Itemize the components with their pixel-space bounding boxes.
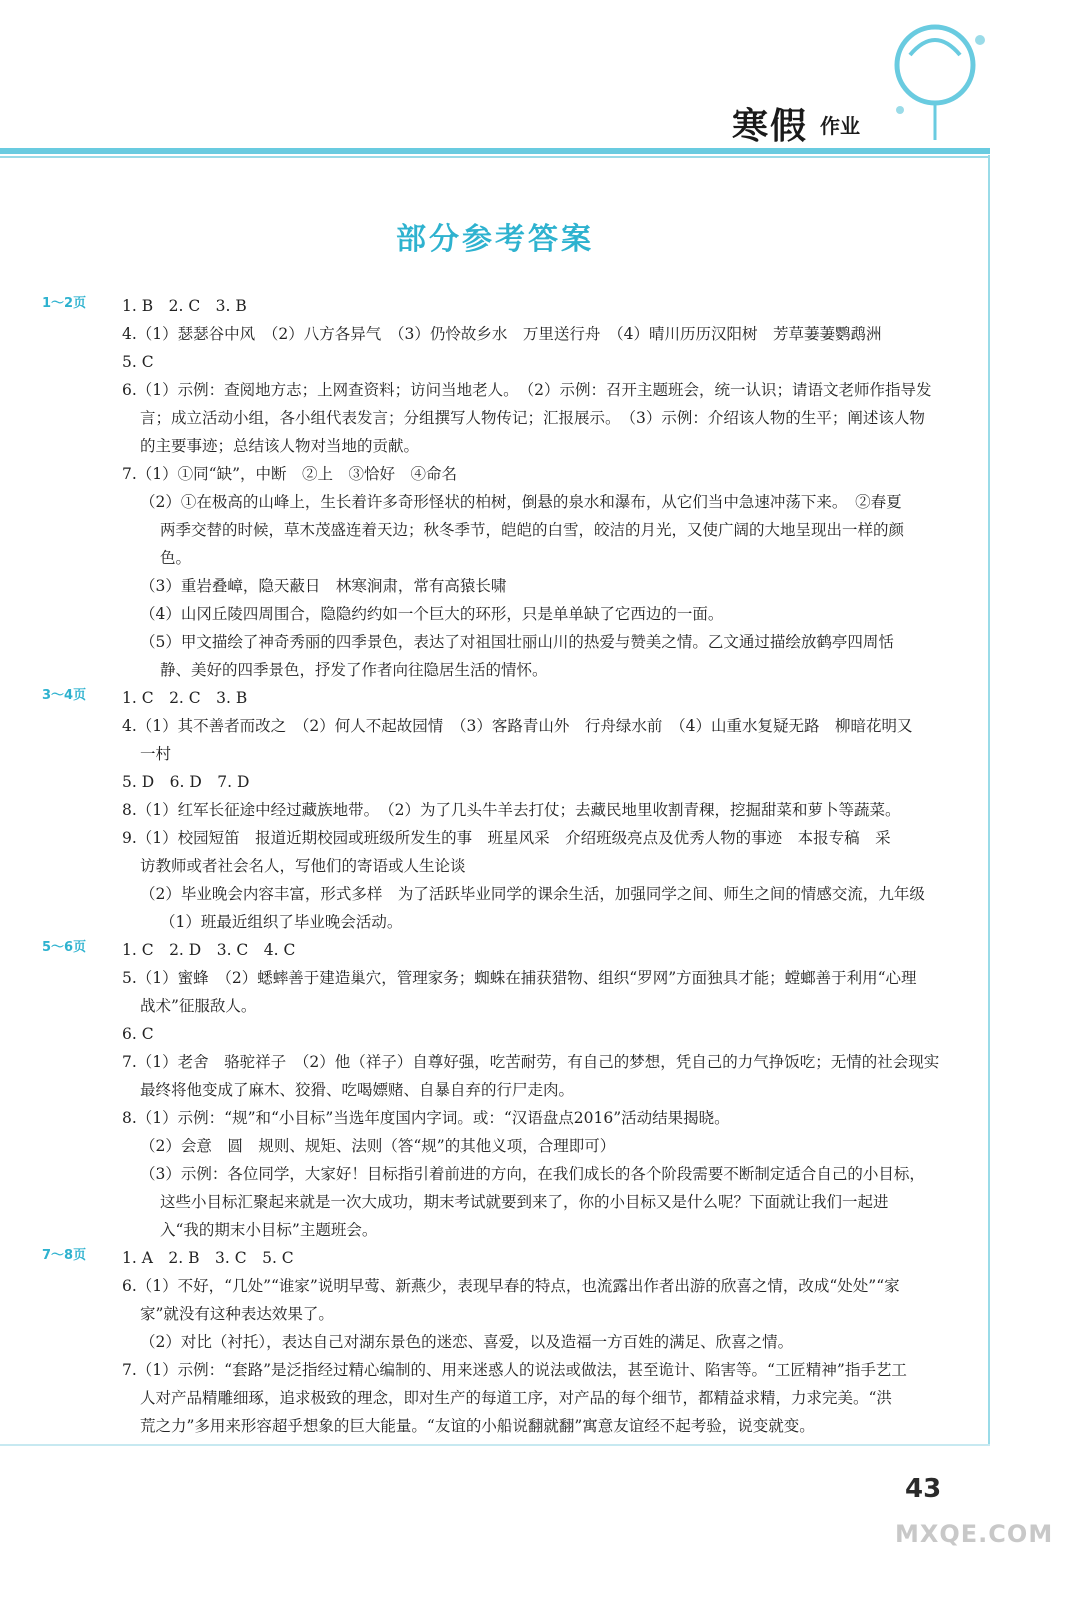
page-number: 43 [905, 1474, 942, 1504]
answer-line: 战术”征服敌人。 [140, 997, 257, 1015]
answer-line: 8.（1）红军长征途中经过藏族地带。 （2）为了几头牛羊去打仗；去藏民地里收割青稞，挖掘甜菜和萝卜等蔬菜。 [122, 801, 901, 819]
answer-line: 5. C [122, 353, 154, 371]
answer-line: 1. C 2. D 3. C 4. C [122, 941, 296, 959]
header-subtitle: 作业 [820, 114, 860, 138]
answer-line: （3）示例：各位同学，大家好！目标指引着前进的方向，在我们成长的各个阶段需要不断制定适合自己的小目标， [140, 1165, 925, 1183]
answer-line: 5. D 6. D 7. D [122, 773, 250, 791]
answer-line: 6.（1）示例：查阅地方志；上网查资料；访问当地老人。 （2）示例：召开主题班会，统一认识；请语文老师作指导发 [122, 381, 932, 399]
answer-line: 人对产品精雕细琢，追求极致的理念，即对生产的每道工序，对产品的每个细节，都精益求精，力求完美。“洪 [140, 1389, 892, 1407]
answer-line: 访教师或者社会名人，写他们的寄语或人生论谈 [140, 857, 466, 875]
answer-line: 一村 [140, 745, 172, 763]
header-divider [0, 148, 990, 154]
answer-line: 7.（1）①同“缺”，中断 ②上 ③恰好 ④命名 [122, 465, 457, 483]
section-page-label: 7～8页 [42, 1248, 87, 1263]
answer-line: 入“我的期末小目标”主题班会。 [160, 1221, 378, 1239]
answer-line: （2）毕业晚会内容丰富，形式多样 为了活跃毕业同学的课余生活，加强同学之间、师生之间的情感交流，九年级 [140, 885, 925, 903]
answer-line: 6. C [122, 1025, 154, 1043]
answer-line: 静、美好的四季景色，抒发了作者向往隐居生活的情怀。 [160, 661, 548, 679]
answer-line: 1. B 2. C 3. B [122, 297, 247, 315]
answer-line: （3）重岩叠嶂，隐天蔽日 林寒涧肃，常有高猿长啸 [140, 577, 507, 595]
answer-line: 1. C 2. C 3. B [122, 689, 248, 707]
answer-line: （2）对比（衬托），表达自己对湖东景色的迷恋、喜爱，以及造福一方百姓的满足、欣喜之情。 [140, 1333, 794, 1351]
section-page-label: 1～2页 [42, 296, 87, 311]
answer-line: （2）会意 圆 规则、规矩、法则（答“规”的其他义项，合理即可） [140, 1137, 616, 1155]
watermark: MXQE.COM [895, 1520, 1054, 1548]
answer-line: 荒之力”多用来形容超乎想象的巨大能量。“友谊的小船说翻就翻”寓意友谊经不起考验，说变就变。 [140, 1417, 815, 1435]
answer-line: 色。 [160, 549, 192, 567]
header-divider-thin [0, 156, 990, 158]
answer-line: （5）甲文描绘了神奇秀丽的四季景色，表达了对祖国壮丽山川的热爱与赞美之情。乙文通过描绘放鹤亭四周恬 [140, 633, 894, 651]
answer-section [42, 292, 982, 684]
answer-line: 7.（1）老舍 骆驼祥子 （2）他（祥子）自尊好强，吃苦耐劳，有自己的梦想，凭自己的力气挣饭吃；无情的社会现实 [122, 1053, 940, 1071]
answer-line: 8.（1）示例：“规”和“小目标”当选年度国内字词。或：“汉语盘点2016”活动结果揭晓。 [122, 1109, 730, 1127]
answer-line: 9.（1）校园短笛 报道近期校园或班级所发生的事 班星风采 介绍班级亮点及优秀人物的事迹 本报专稿 采 [122, 829, 891, 847]
content-border-right [988, 155, 990, 1445]
answer-line: 6.（1）不好，“几处”“谁家”说明早莺、新燕少，表现早春的特点，也流露出作者出游的欣喜之情，改成“处处”“家 [122, 1277, 900, 1295]
answer-line: 4.（1）其不善者而改之 （2）何人不起故园情 （3）客路青山外 行舟绿水前 （4）山重水复疑无路 柳暗花明又 [122, 717, 913, 735]
answer-line: 7.（1）示例：“套路”是泛指经过精心编制的、用来迷惑人的说法或做法，甚至诡计、陷害等。“工匠精神”指手艺工 [122, 1361, 907, 1379]
section-page-label: 3～4页 [42, 688, 87, 703]
page-title: 部分参考答案 [396, 222, 594, 257]
answer-line: 两季交替的时候，草木茂盛连着天边；秋冬季节，皑皑的白雪，皎洁的月光，又使广阔的大地呈现出一样的颜 [160, 521, 905, 539]
answer-line: 5.（1）蜜蜂 （2）蟋蟀善于建造巢穴，管理家务；蜘蛛在捕获猎物、组织“罗网”方面独具才能；螳螂善于利用“心理 [122, 969, 917, 987]
answer-line: 4.（1）瑟瑟谷中风 （2）八方各异气 （3）仍怜故乡水 万里送行舟 （4）晴川历历汉阳树 芳草萋萋鹦鹉洲 [122, 325, 882, 343]
page-header [0, 0, 1085, 175]
balloon-decoration-icon [880, 10, 1000, 150]
answer-line: 家”就没有这种表达效果了。 [140, 1305, 334, 1323]
section-page-label: 5～6页 [42, 940, 87, 955]
answer-line: 这些小目标汇聚起来就是一次大成功，期末考试就要到来了，你的小目标又是什么呢？下面就让我们一起进 [160, 1193, 889, 1211]
answer-line: （1）班最近组织了毕业晚会活动。 [160, 913, 403, 931]
answer-line: 言；成立活动小组，各小组代表发言；分组撰写人物传记；汇报展示。 （3）示例：介绍该人物的生平；阐述该人物 [140, 409, 925, 427]
answer-line: 的主要事迹；总结该人物对当地的贡献。 [140, 437, 420, 455]
answer-section [42, 684, 982, 936]
answer-line: 1. A 2. B 3. C 5. C [122, 1249, 294, 1267]
answer-line: （2）①在极高的山峰上，生长着许多奇形怪状的柏树，倒悬的泉水和瀑布，从它们当中急速冲荡下来。 ②春夏 [140, 493, 902, 511]
answer-line: （4）山冈丘陵四周围合，隐隐约约如一个巨大的环形，只是单单缺了它西边的一面。 [140, 605, 724, 623]
answer-section [42, 936, 982, 1244]
answer-section [42, 1244, 982, 1440]
header-title: 寒假 [732, 106, 809, 147]
answer-line: 最终将他变成了麻木、狡猾、吃喝嫖赌、自暴自弃的行尸走肉。 [140, 1081, 575, 1099]
content-border-bottom [0, 1444, 990, 1446]
answer-content [42, 292, 982, 1440]
